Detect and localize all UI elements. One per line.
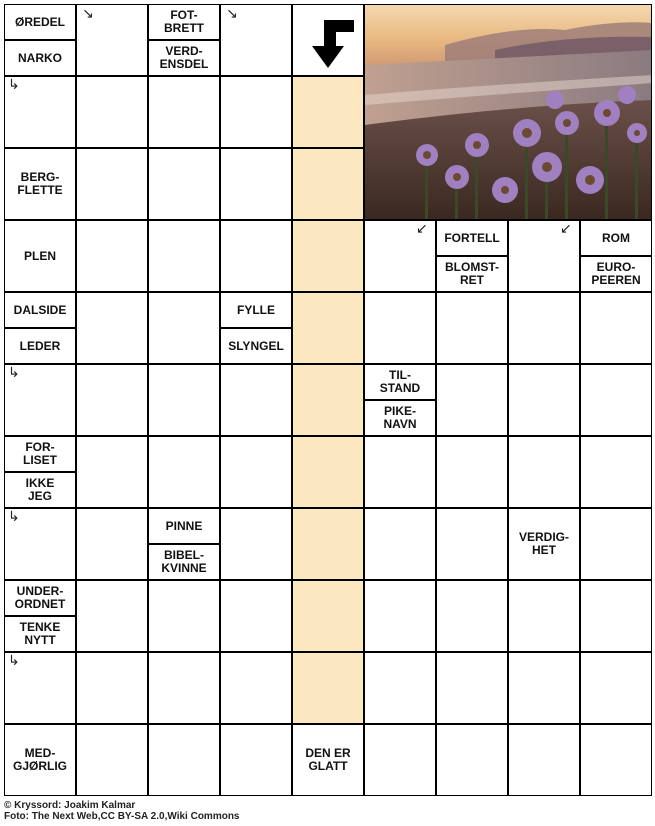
- answer-cell[interactable]: [76, 436, 148, 508]
- answer-cell[interactable]: [148, 436, 220, 508]
- clue-narko: NARKO: [4, 40, 76, 76]
- clue-oredel: ØREDEL: [4, 4, 76, 40]
- answer-cell[interactable]: [364, 724, 436, 796]
- big-down-arrow-icon: [300, 14, 358, 72]
- clue-plen: PLEN: [4, 220, 76, 292]
- clue-tilstand: TIL- STAND: [364, 364, 436, 400]
- answer-cell[interactable]: [364, 580, 436, 652]
- answer-cell[interactable]: [580, 364, 652, 436]
- clue-fortell: FORTELL: [436, 220, 508, 256]
- clue-verdighet: VERDIG- HET: [508, 508, 580, 580]
- answer-cell[interactable]: [364, 508, 436, 580]
- answer-cell[interactable]: [148, 148, 220, 220]
- arrow-left-down-icon: ↙: [416, 221, 428, 237]
- clue-denerglatt: DEN ER GLATT: [292, 724, 364, 796]
- arrow-down-right-icon: ↳: [8, 653, 20, 669]
- answer-cell[interactable]: [148, 292, 220, 364]
- answer-cell[interactable]: [76, 580, 148, 652]
- answer-cell[interactable]: [76, 724, 148, 796]
- answer-cell[interactable]: [436, 292, 508, 364]
- clue-pinne: PINNE: [148, 508, 220, 544]
- answer-cell[interactable]: [364, 652, 436, 724]
- clue-ikkejeg: IKKE JEG: [4, 472, 76, 508]
- clue-rom: ROM: [580, 220, 652, 256]
- clue-underordnet: UNDER- ORDNET: [4, 580, 76, 616]
- answer-cell[interactable]: [580, 292, 652, 364]
- clue-forliset: FOR- LISET: [4, 436, 76, 472]
- credits-author: © Kryssord: Joakim Kalmar: [4, 800, 136, 811]
- clue-tenkenytt: TENKE NYTT: [4, 616, 76, 652]
- answer-cell[interactable]: [580, 724, 652, 796]
- answer-cell[interactable]: [76, 76, 148, 148]
- answer-cell[interactable]: [508, 436, 580, 508]
- sunset-beach-flowers-image: [364, 4, 652, 220]
- answer-cell[interactable]: [508, 292, 580, 364]
- answer-cell[interactable]: [220, 508, 292, 580]
- answer-cell[interactable]: [436, 508, 508, 580]
- answer-cell[interactable]: [220, 220, 292, 292]
- arrow-down-right-icon: ↳: [8, 77, 20, 93]
- answer-cell[interactable]: [508, 580, 580, 652]
- answer-cell[interactable]: [148, 724, 220, 796]
- answer-cell[interactable]: [76, 652, 148, 724]
- answer-cell[interactable]: [148, 364, 220, 436]
- arrow-left-down-icon: ↙: [560, 221, 572, 237]
- answer-cell[interactable]: [76, 364, 148, 436]
- clue-fotbrett: FOT- BRETT: [148, 4, 220, 40]
- solution-cell[interactable]: [292, 364, 364, 436]
- answer-cell[interactable]: [76, 220, 148, 292]
- solution-cell[interactable]: [292, 652, 364, 724]
- answer-cell[interactable]: [508, 364, 580, 436]
- clue-verdensdel: VERD- ENSDEL: [148, 40, 220, 76]
- answer-cell[interactable]: [148, 580, 220, 652]
- arrow-down-right-icon: ↳: [8, 509, 20, 525]
- answer-cell[interactable]: [220, 724, 292, 796]
- answer-cell[interactable]: [148, 652, 220, 724]
- clue-blomstret: BLOMST- RET: [436, 256, 508, 292]
- answer-cell[interactable]: [76, 148, 148, 220]
- solution-cell[interactable]: [292, 508, 364, 580]
- answer-cell[interactable]: [364, 436, 436, 508]
- answer-cell[interactable]: [220, 148, 292, 220]
- answer-cell[interactable]: [436, 364, 508, 436]
- clue-bergflette: BERG- FLETTE: [4, 148, 76, 220]
- answer-cell[interactable]: [76, 292, 148, 364]
- answer-cell[interactable]: [436, 652, 508, 724]
- answer-cell[interactable]: [148, 220, 220, 292]
- answer-cell[interactable]: [436, 724, 508, 796]
- credits: [4, 800, 240, 822]
- solution-cell[interactable]: [292, 436, 364, 508]
- answer-cell[interactable]: [436, 436, 508, 508]
- crossword-grid: [4, 4, 652, 796]
- answer-cell[interactable]: [580, 436, 652, 508]
- answer-cell[interactable]: [220, 652, 292, 724]
- answer-cell[interactable]: [148, 76, 220, 148]
- arrow-down-right-icon: ↳: [8, 365, 20, 381]
- clue-europeeren: EURO- PEEREN: [580, 256, 652, 292]
- answer-cell[interactable]: [220, 580, 292, 652]
- answer-cell[interactable]: [220, 76, 292, 148]
- arrow-right-down-icon: ↘: [226, 6, 238, 22]
- clue-fylle: FYLLE: [220, 292, 292, 328]
- clue-pikenavn: PIKE- NAVN: [364, 400, 436, 436]
- solution-cell[interactable]: [292, 76, 364, 148]
- clue-medgjorlig: MED- GJØRLIG: [4, 724, 76, 796]
- answer-cell[interactable]: [76, 508, 148, 580]
- solution-cell[interactable]: [292, 148, 364, 220]
- arrow-right-down-icon: ↘: [82, 6, 94, 22]
- answer-cell[interactable]: [508, 724, 580, 796]
- clue-bibelkvinne: BIBEL- KVINNE: [148, 544, 220, 580]
- answer-cell[interactable]: [220, 364, 292, 436]
- answer-cell[interactable]: [364, 292, 436, 364]
- answer-cell[interactable]: [436, 580, 508, 652]
- answer-cell[interactable]: [508, 652, 580, 724]
- answer-cell[interactable]: [580, 508, 652, 580]
- answer-cell[interactable]: [220, 436, 292, 508]
- credits-photo: Foto: The Next Web,CC BY-SA 2.0,Wiki Commons: [4, 811, 240, 822]
- answer-cell[interactable]: [580, 652, 652, 724]
- clue-dalside: DALSIDE: [4, 292, 76, 328]
- solution-cell[interactable]: [292, 292, 364, 364]
- solution-cell[interactable]: [292, 220, 364, 292]
- answer-cell[interactable]: [580, 580, 652, 652]
- solution-cell[interactable]: [292, 580, 364, 652]
- clue-leder: LEDER: [4, 328, 76, 364]
- clue-slyngel: SLYNGEL: [220, 328, 292, 364]
